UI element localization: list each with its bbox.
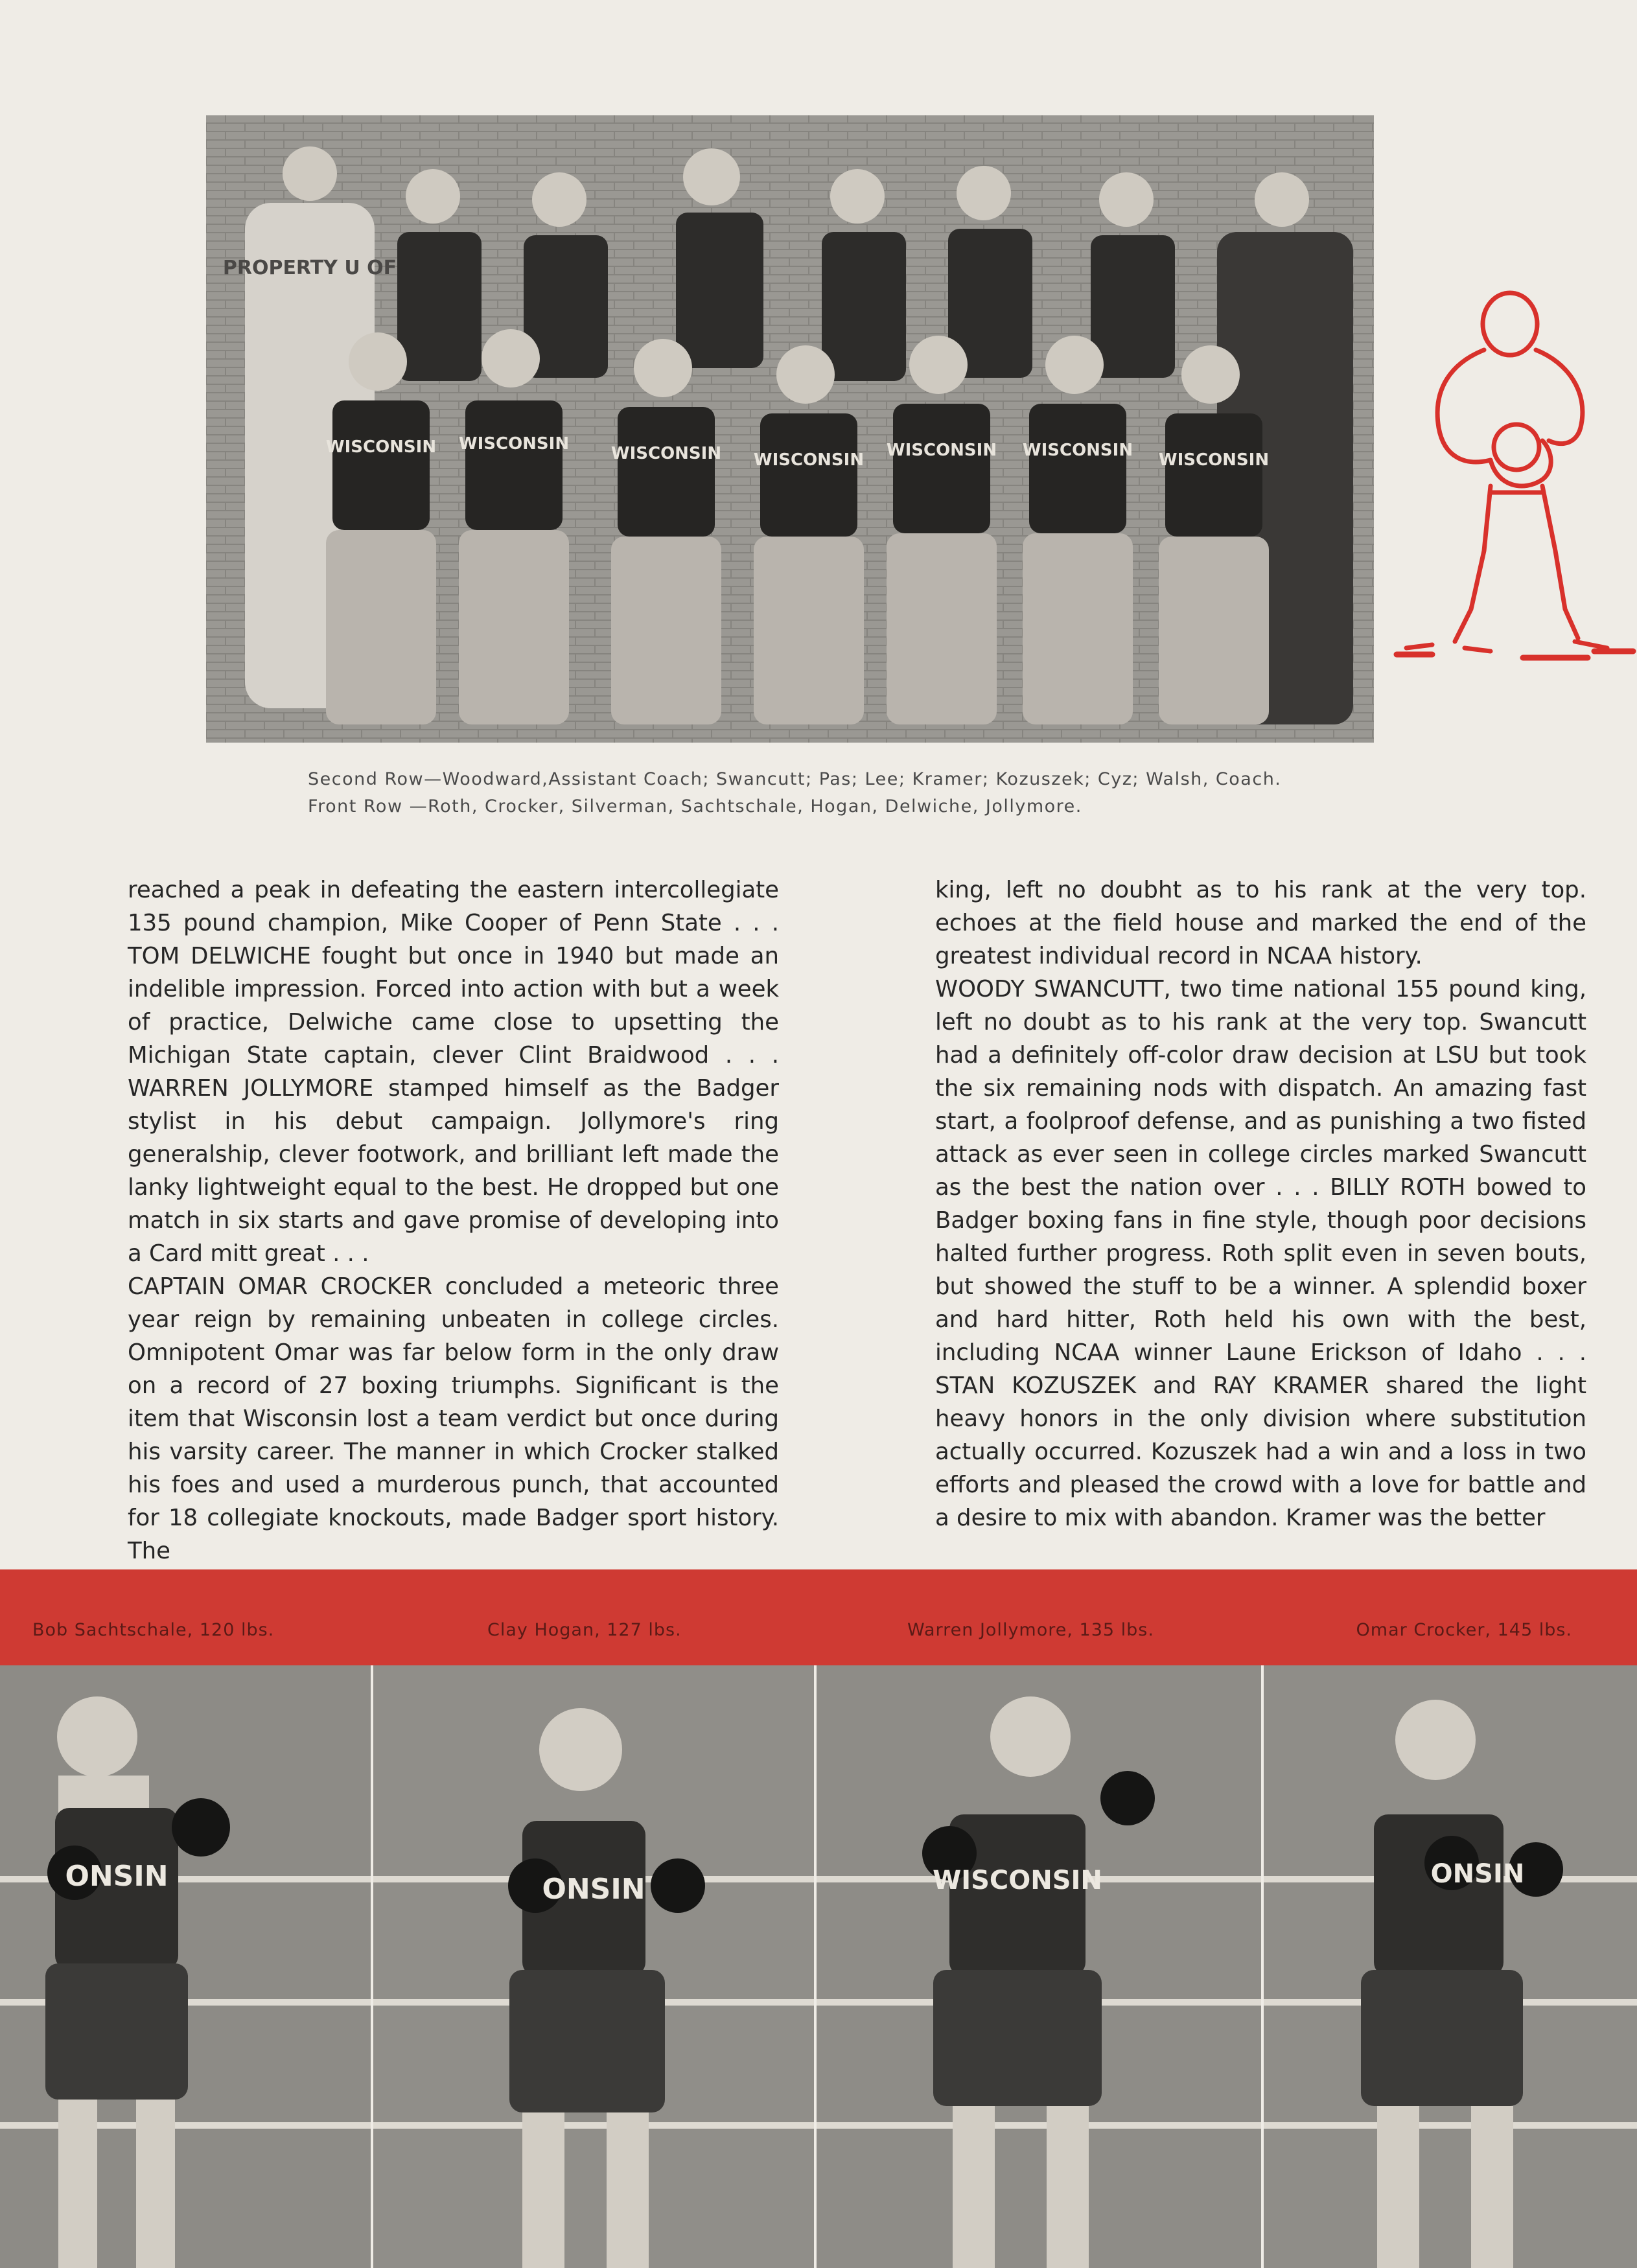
player-jersey-text: WISCONSIN xyxy=(933,1866,1102,1895)
player-jersey-text: ONSIN xyxy=(542,1873,645,1906)
player-photo-crocker xyxy=(1264,1665,1637,2268)
player-photo-hogan xyxy=(373,1665,814,2268)
jersey-text: WISCONSIN xyxy=(325,437,437,457)
player-label-hogan: Clay Hogan, 127 lbs. xyxy=(487,1620,682,1640)
jersey-text: WISCONSIN xyxy=(610,444,722,463)
player-jersey-text: ONSIN xyxy=(65,1860,168,1893)
player-label-crocker: Omar Crocker, 145 lbs. xyxy=(1356,1620,1572,1640)
jersey-text: WISCONSIN xyxy=(458,434,570,454)
player-jersey-text: ONSIN xyxy=(1430,1859,1525,1889)
player-name-band xyxy=(0,1569,1637,1665)
sweatshirt-text: PROPERTY U OF xyxy=(222,257,397,279)
player-label-jollymore: Warren Jollymore, 135 lbs. xyxy=(907,1620,1154,1640)
article-right-column xyxy=(935,874,1586,1541)
article-paragraph: CAPTAIN OMAR CROCKER concluded a meteoric three year reign by remaining unbeaten in college circles. Omnipotent Omar was far below form in the only draw on a record of 27 boxing triumphs. Significant is the item that Wisconsin lost a team verdict but once during his varsity career. The manner in which Crocker stalked his foes and used a murderous punch, that accounted for 18 collegiate knockouts, made Badger sport history. The xyxy=(128,1273,779,1564)
team-photo-caption xyxy=(308,766,1345,820)
boxer-illustration xyxy=(1393,279,1637,667)
article-left-column xyxy=(128,874,779,1564)
jersey-text: WISCONSIN xyxy=(1158,450,1270,470)
player-photo-jollymore xyxy=(817,1665,1261,2268)
caption-front-row: Front Row —Roth, Crocker, Silverman, Sachtschale, Hogan, Delwiche, Jollymore. xyxy=(308,796,1082,816)
jersey-text: WISCONSIN xyxy=(886,441,997,460)
team-photo xyxy=(206,115,1374,743)
caption-second-row: Second Row—Woodward,Assistant Coach; Swancutt; Pas; Lee; Kramer; Kozuszek; Cyz; Walsh, Coach. xyxy=(308,769,1282,789)
jersey-text: WISCONSIN xyxy=(1022,441,1133,460)
jersey-text: WISCONSIN xyxy=(753,450,865,470)
article-paragraph: king, left no doubht as to his rank at the very top. echoes at the field house and marked the end of the greatest individual record in NCAA history. xyxy=(935,877,1586,969)
article-paragraph: WOODY SWANCUTT, two time national 155 pound king, left no doubt as to his rank at the very top. Swancutt had a definitely off-color draw decision at LSU but took the six remaining nods with dispatch. An amazing fast start, a foolproof defense, and as punishing a two fisted attack as ever seen in college circles marked Swancutt as the best the nation over . . . BILLY ROTH bowed to Badger boxing fans in fine style, though poor decisions halted further progress. Roth split even in seven bouts, but showed the stuff to be a winner. A splendid boxer and hard hitter, Roth held his own with the best, including NCAA winner Laune Erickson of Idaho . . . STAN KOZUSZEK and RAY KRAMER shared the light heavy honors in the only division where substitution actually occurred. Kozuszek had a win and a loss in two efforts and pleased the crowd with a love for battle and a desire to mix with abandon. Kramer was the better xyxy=(935,976,1586,1531)
player-photo-sachtschale xyxy=(0,1665,371,2268)
player-label-sachtschale: Bob Sachtschale, 120 lbs. xyxy=(32,1620,275,1640)
article-paragraph: reached a peak in defeating the eastern intercollegiate 135 pound champion, Mike Cooper of Penn State . . . TOM DELWICHE fought but once in 1940 but made an indelible impression. Forced into action with but a week of practice, Delwiche came close to upsetting the Michigan State captain, clever Clint Braidwood . . . WARREN JOLLYMORE stamped himself as the Badger stylist in his debut campaign. Jollymore's ring generalship, clever footwork, and brilliant left made the lanky lightweight equal to the best. He dropped but one match in six starts and gave promise of developing into a Card mitt great . . . xyxy=(128,877,779,1267)
